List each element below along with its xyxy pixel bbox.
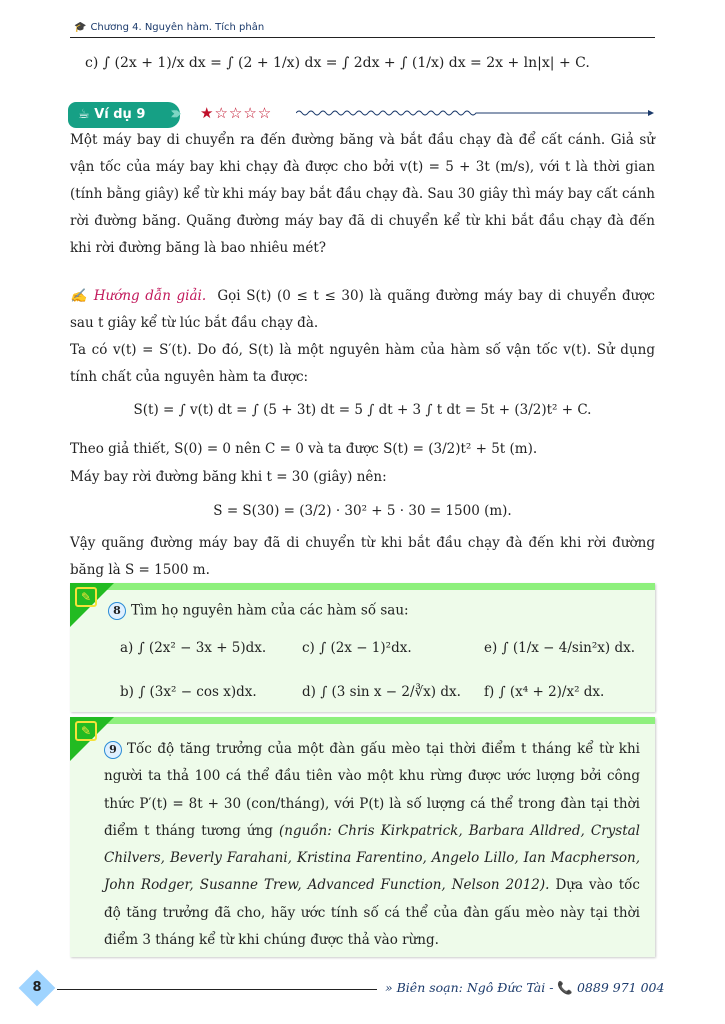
phone-number: 0889 971 004 xyxy=(576,980,665,995)
chevron-decoration-icon: ››››› xyxy=(170,103,176,124)
coffee-cup-icon: ☕ xyxy=(78,107,95,122)
exercise-8-item-d: d) ∫ (3 sin x − 2/∛x) dx. xyxy=(302,684,461,700)
page-number: 8 xyxy=(32,980,42,995)
footer-rule xyxy=(57,989,377,990)
solution-intro xyxy=(70,283,655,337)
graduation-cap-icon: 🎓 xyxy=(74,22,87,33)
solution-p4: Máy bay rời đường băng khi t = 30 (giây) nên: xyxy=(70,469,387,485)
chapter-title: Chương 4. Nguyên hàm. Tích phân xyxy=(90,22,265,33)
exercise-8-item-b: b) ∫ (3x² − cos x)dx. xyxy=(120,684,257,700)
example-label: Ví dụ 9 xyxy=(94,107,146,122)
footer-credit xyxy=(385,980,664,996)
exercise-8-item-c: c) ∫ (2x − 1)²dx. xyxy=(302,640,412,656)
exercise-number-badge: 8 xyxy=(108,602,126,620)
difficulty-stars: ★☆☆☆☆ xyxy=(200,104,273,122)
solution-p1: Gọi S(t) (0 ≤ t ≤ 30) là quãng đường máy bay di chuyển được sau t giây kể từ lúc bắt đầu chạy đà. xyxy=(70,288,655,331)
page-header xyxy=(70,22,655,38)
exercise-8-item-e: e) ∫ (1/x − 4/sin²x) dx. xyxy=(484,640,635,656)
exercise-9-source: (nguồn: Chris Kirkpatrick, Barbara Alldred, Crystal Chilvers, Beverly Farahani, Kristina Farentino, Angelo Lillo, Ian Macpherson, John Rodger, Susanne Trew, Advanced Function, Nelson 2012). xyxy=(104,822,640,894)
solution-c: c) ∫ (2x + 1)/x dx = ∫ (2 + 1/x) dx = ∫ 2dx + ∫ (1/x) dx = 2x + ln|x| + C. xyxy=(85,55,590,71)
example-text: Một máy bay di chuyển ra đến đường băng và bắt đầu chạy đà để cất cánh. Giả sử vận tốc của máy bay khi chạy đà được cho bởi v(t) = 5 + 3t (m/s), với t là thời gian (tính bằng giây) kể từ khi máy bay bắt đầu chạy đà. Sau 30 giây thì máy bay cất cánh rời đường băng. Quãng đường máy bay đã di chuyển kể từ khi bắt đầu chạy đà đến khi rời đường băng là bao nhiêu mét? xyxy=(70,132,655,256)
pencil-edit-icon: ✎ xyxy=(75,587,97,607)
author: » Biên soạn: Ngô Đức Tài - xyxy=(385,980,554,995)
solution-conclusion: Vậy quãng đường máy bay đã di chuyển từ khi bắt đầu chạy đà đến khi rời đường băng là S = 1500 m. xyxy=(70,535,655,578)
hint-label: ✍ Hướng dẫn giải. xyxy=(70,288,207,304)
equation-1: S(t) = ∫ v(t) dt = ∫ (5 + 3t) dt = 5 ∫ dt + 3 ∫ t dt = 5t + (3/2)t² + C. xyxy=(133,402,592,418)
exercise-8-item-f: f) ∫ (x⁴ + 2)/x² dx. xyxy=(484,684,605,700)
exercise-8-box xyxy=(70,583,655,712)
pencil-edit-icon: ✎ xyxy=(75,721,97,741)
exercise-8-item-a: a) ∫ (2x² − 3x + 5)dx. xyxy=(120,640,267,656)
equation-2: S = S(30) = (3/2) · 30² + 5 · 30 = 1500 (m). xyxy=(213,503,512,519)
solution-p2: Ta có v(t) = S′(t). Do đó, S(t) là một nguyên hàm của hàm số vận tốc v(t). Sử dụng tính chất của nguyên hàm ta được: xyxy=(70,342,655,385)
solution-p3: Theo giả thiết, S(0) = 0 nên C = 0 và ta được S(t) = (3/2)t² + 5t (m). xyxy=(70,441,538,457)
exercise-9-text: 9 Tốc độ tăng trưởng của một đàn gấu mèo tại thời điểm t tháng kể từ khi người ta thả 100 cá thể đầu tiên vào một khu rừng được ước lượng bởi công thức P′(t) = 8t + 30 (con/tháng), với P(t) là số lượng cá thể trong đàn tại thời điểm t tháng tương ứng (nguồn: Chris Kirkpatrick, Barbara Alldred, Crystal Chilvers, Beverly Farahani, Kristina Farentino, Angelo Lillo, Ian Macpherson, John Rodger, Susanne Trew, Advanced Function, Nelson 2012). Dựa vào tốc độ tăng trưởng đã cho, hãy ước tính số cá thể của đàn gấu mèo này tại thời điểm 3 tháng kể từ khi chúng được thả vào rừng. xyxy=(104,741,640,949)
exercise-8-prompt: 8 Tìm họ nguyên hàm của các hàm số sau: xyxy=(108,602,409,620)
example-badge xyxy=(68,102,180,128)
exercise-9-box xyxy=(70,717,655,957)
exercise-number-badge: 9 xyxy=(104,741,122,759)
wavy-arrow-divider xyxy=(296,106,658,120)
phone-icon: 📞 xyxy=(557,980,573,995)
